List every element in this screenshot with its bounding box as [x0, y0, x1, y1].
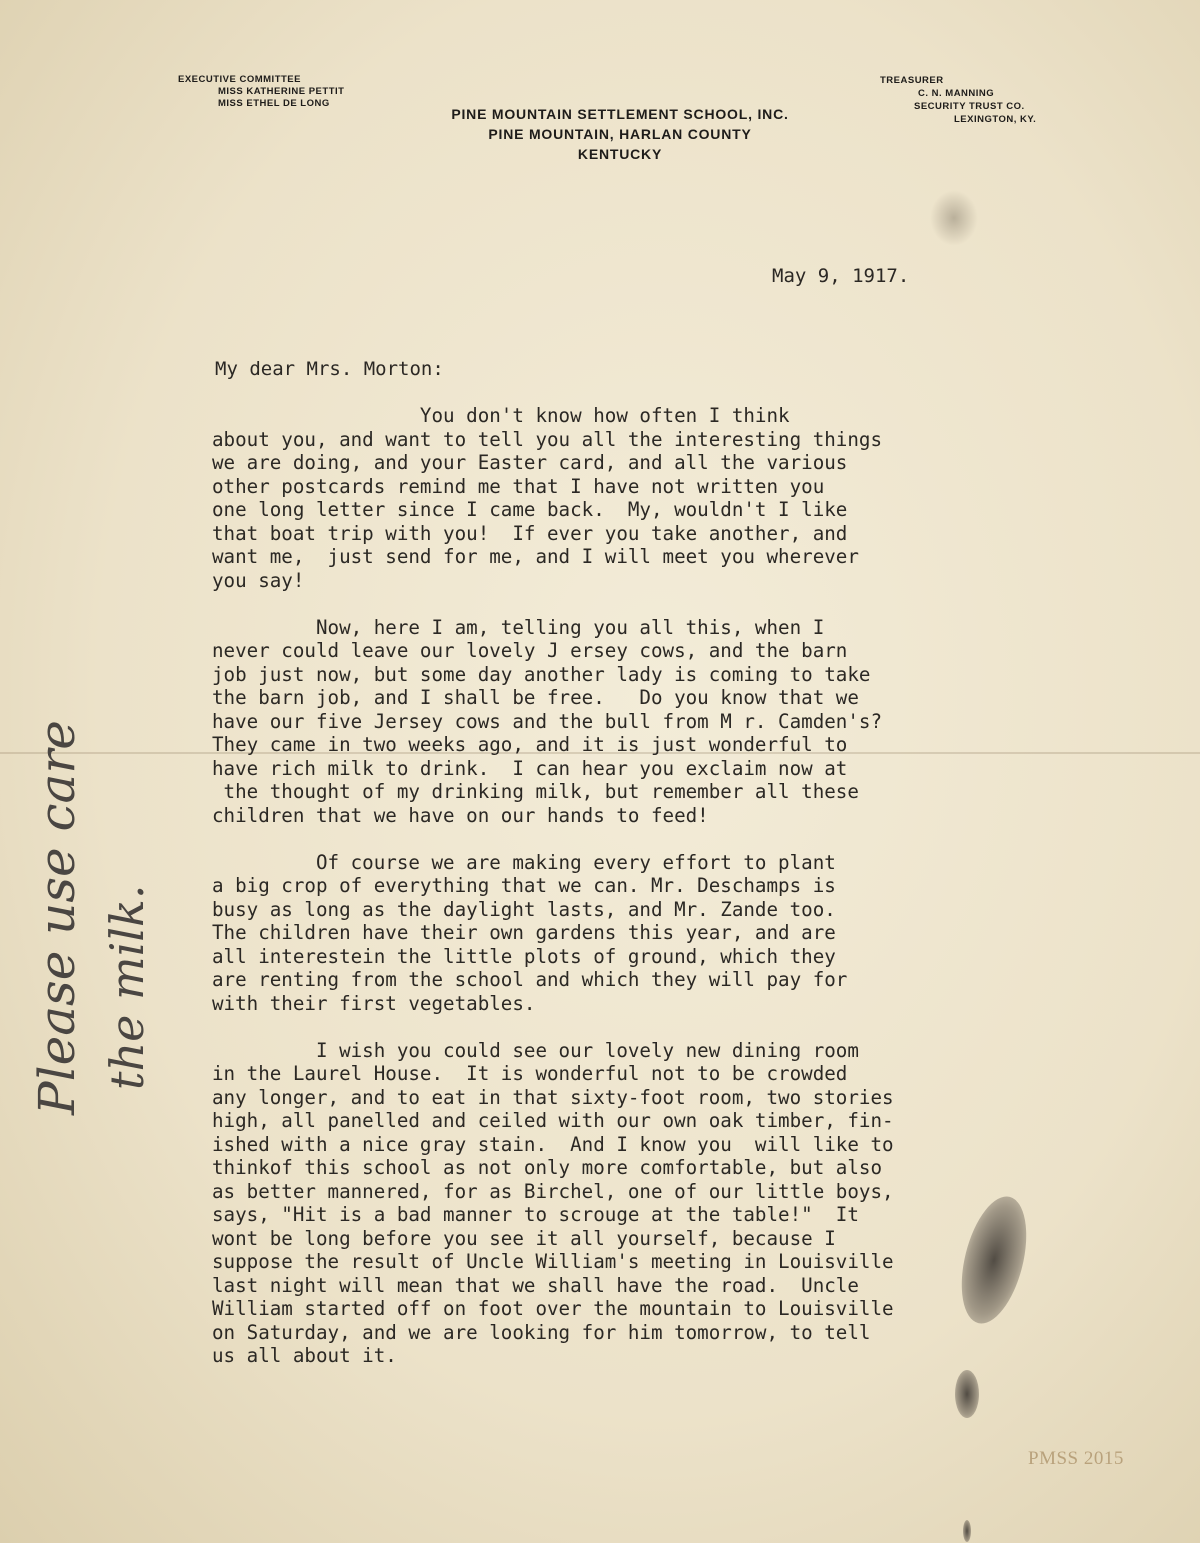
text-line: you say! [212, 568, 305, 592]
text-line: as better mannered, for as Birchel, one of our little boys, [212, 1179, 894, 1203]
text-line: in the Laurel House. It is wonderful not to be crowded [212, 1062, 848, 1085]
text-line: The children have their own gardens this year, and are [212, 921, 836, 944]
school-name: PINE MOUNTAIN SETTLEMENT SCHOOL, INC. [451, 106, 789, 122]
ink-stain [955, 1370, 979, 1418]
handwritten-note-line: the milk. [100, 884, 154, 1090]
archive-stamp: PMSS 2015 [1028, 1448, 1124, 1469]
school-state: KENTUCKY [577, 146, 663, 162]
text-line: William started off on foot over the mountain to Louisville [212, 1297, 894, 1320]
text-line: the thought of my drinking milk, but remember all these [212, 780, 859, 803]
text-line: last night will mean that we shall have the road. Uncle [212, 1273, 859, 1297]
text-line: thinkof this school as not only more comfortable, but also [212, 1156, 883, 1179]
school-letterhead [395, 104, 845, 164]
committee-member: MISS ETHEL DE LONG [218, 98, 330, 109]
text-line: never could leave our lovely J ersey cows, and the barn [212, 639, 848, 662]
text-line: about you, and want to tell you all the interesting things [212, 427, 883, 451]
letter-date: May 9, 1917. [772, 265, 910, 287]
text-line: have rich milk to drink. I can hear you exclaim now at [212, 756, 848, 780]
treasurer-city: LEXINGTON, KY. [954, 114, 1037, 125]
paragraph [212, 1039, 1092, 1368]
text-line: the barn job, and I shall be free. Do you know that we [212, 686, 859, 709]
treasurer-block [880, 74, 1036, 126]
treasurer-bank: SECURITY TRUST CO. [914, 101, 1025, 112]
committee-label: EXECUTIVE COMMITTEE [178, 74, 301, 85]
treasurer-name: C. N. MANNING [918, 88, 995, 99]
text-line: have our five Jersey cows and the bull from M r. Camden's? [212, 709, 883, 733]
treasurer-label: TREASURER [880, 75, 944, 86]
handwritten-note-line: Please use care [28, 720, 86, 1115]
text-line: ished with a nice gray stain. And I know you will like to [212, 1132, 894, 1156]
letter-body [212, 404, 1092, 1391]
text-line: They came in two weeks ago, and it is just wonderful to [212, 733, 848, 756]
ink-smudge [930, 190, 978, 246]
text-line: want me, just send for me, and I will meet you wherever [212, 545, 859, 568]
ink-stain [963, 1520, 971, 1542]
salutation: My dear Mrs. Morton: [215, 358, 444, 380]
text-line: a big crop of everything that we can. Mr. Deschamps is [212, 874, 836, 897]
text-line: that boat trip with you! If ever you take another, and [212, 521, 848, 545]
text-line: one long letter since I came back. My, wouldn't I like [212, 498, 848, 521]
text-line: are renting from the school and which they will pay for [212, 968, 848, 991]
text-line: any longer, and to eat in that sixty-foot room, two stories [212, 1085, 894, 1109]
text-line: children that we have on our hands to feed! [212, 803, 709, 827]
text-line: suppose the result of Uncle William's meeting in Louisville [212, 1250, 894, 1273]
paragraph [212, 616, 1092, 828]
text-line: other postcards remind me that I have not written you [212, 474, 825, 498]
text-line: You don't know how often I think [212, 404, 790, 427]
text-line: us all about it. [212, 1344, 397, 1367]
text-line: I wish you could see our lovely new dining room [212, 1038, 859, 1062]
text-line: with their first vegetables. [212, 991, 536, 1015]
text-line: on Saturday, and we are looking for him tomorrow, to tell [212, 1320, 871, 1344]
text-line: Now, here I am, telling you all this, when I [212, 615, 825, 639]
text-line: all interestein the little plots of ground, which they [212, 944, 836, 968]
committee-member: MISS KATHERINE PETTIT [218, 86, 345, 97]
paragraph [212, 404, 1092, 592]
paragraph [212, 851, 1092, 1016]
text-line: Of course we are making every effort to plant [212, 850, 836, 874]
text-line: says, "Hit is a bad manner to scrouge at the table!" It [212, 1203, 859, 1226]
text-line: job just now, but some day another lady is coming to take [212, 662, 871, 686]
text-line: we are doing, and your Easter card, and all the various [212, 451, 848, 474]
school-location: PINE MOUNTAIN, HARLAN COUNTY [488, 126, 752, 142]
executive-committee-block [178, 74, 344, 110]
text-line: busy as long as the daylight lasts, and Mr. Zande too. [212, 897, 836, 921]
text-line: high, all panelled and ceiled with our own oak timber, fin- [212, 1109, 894, 1132]
text-line: wont be long before you see it all yourself, because I [212, 1226, 836, 1250]
